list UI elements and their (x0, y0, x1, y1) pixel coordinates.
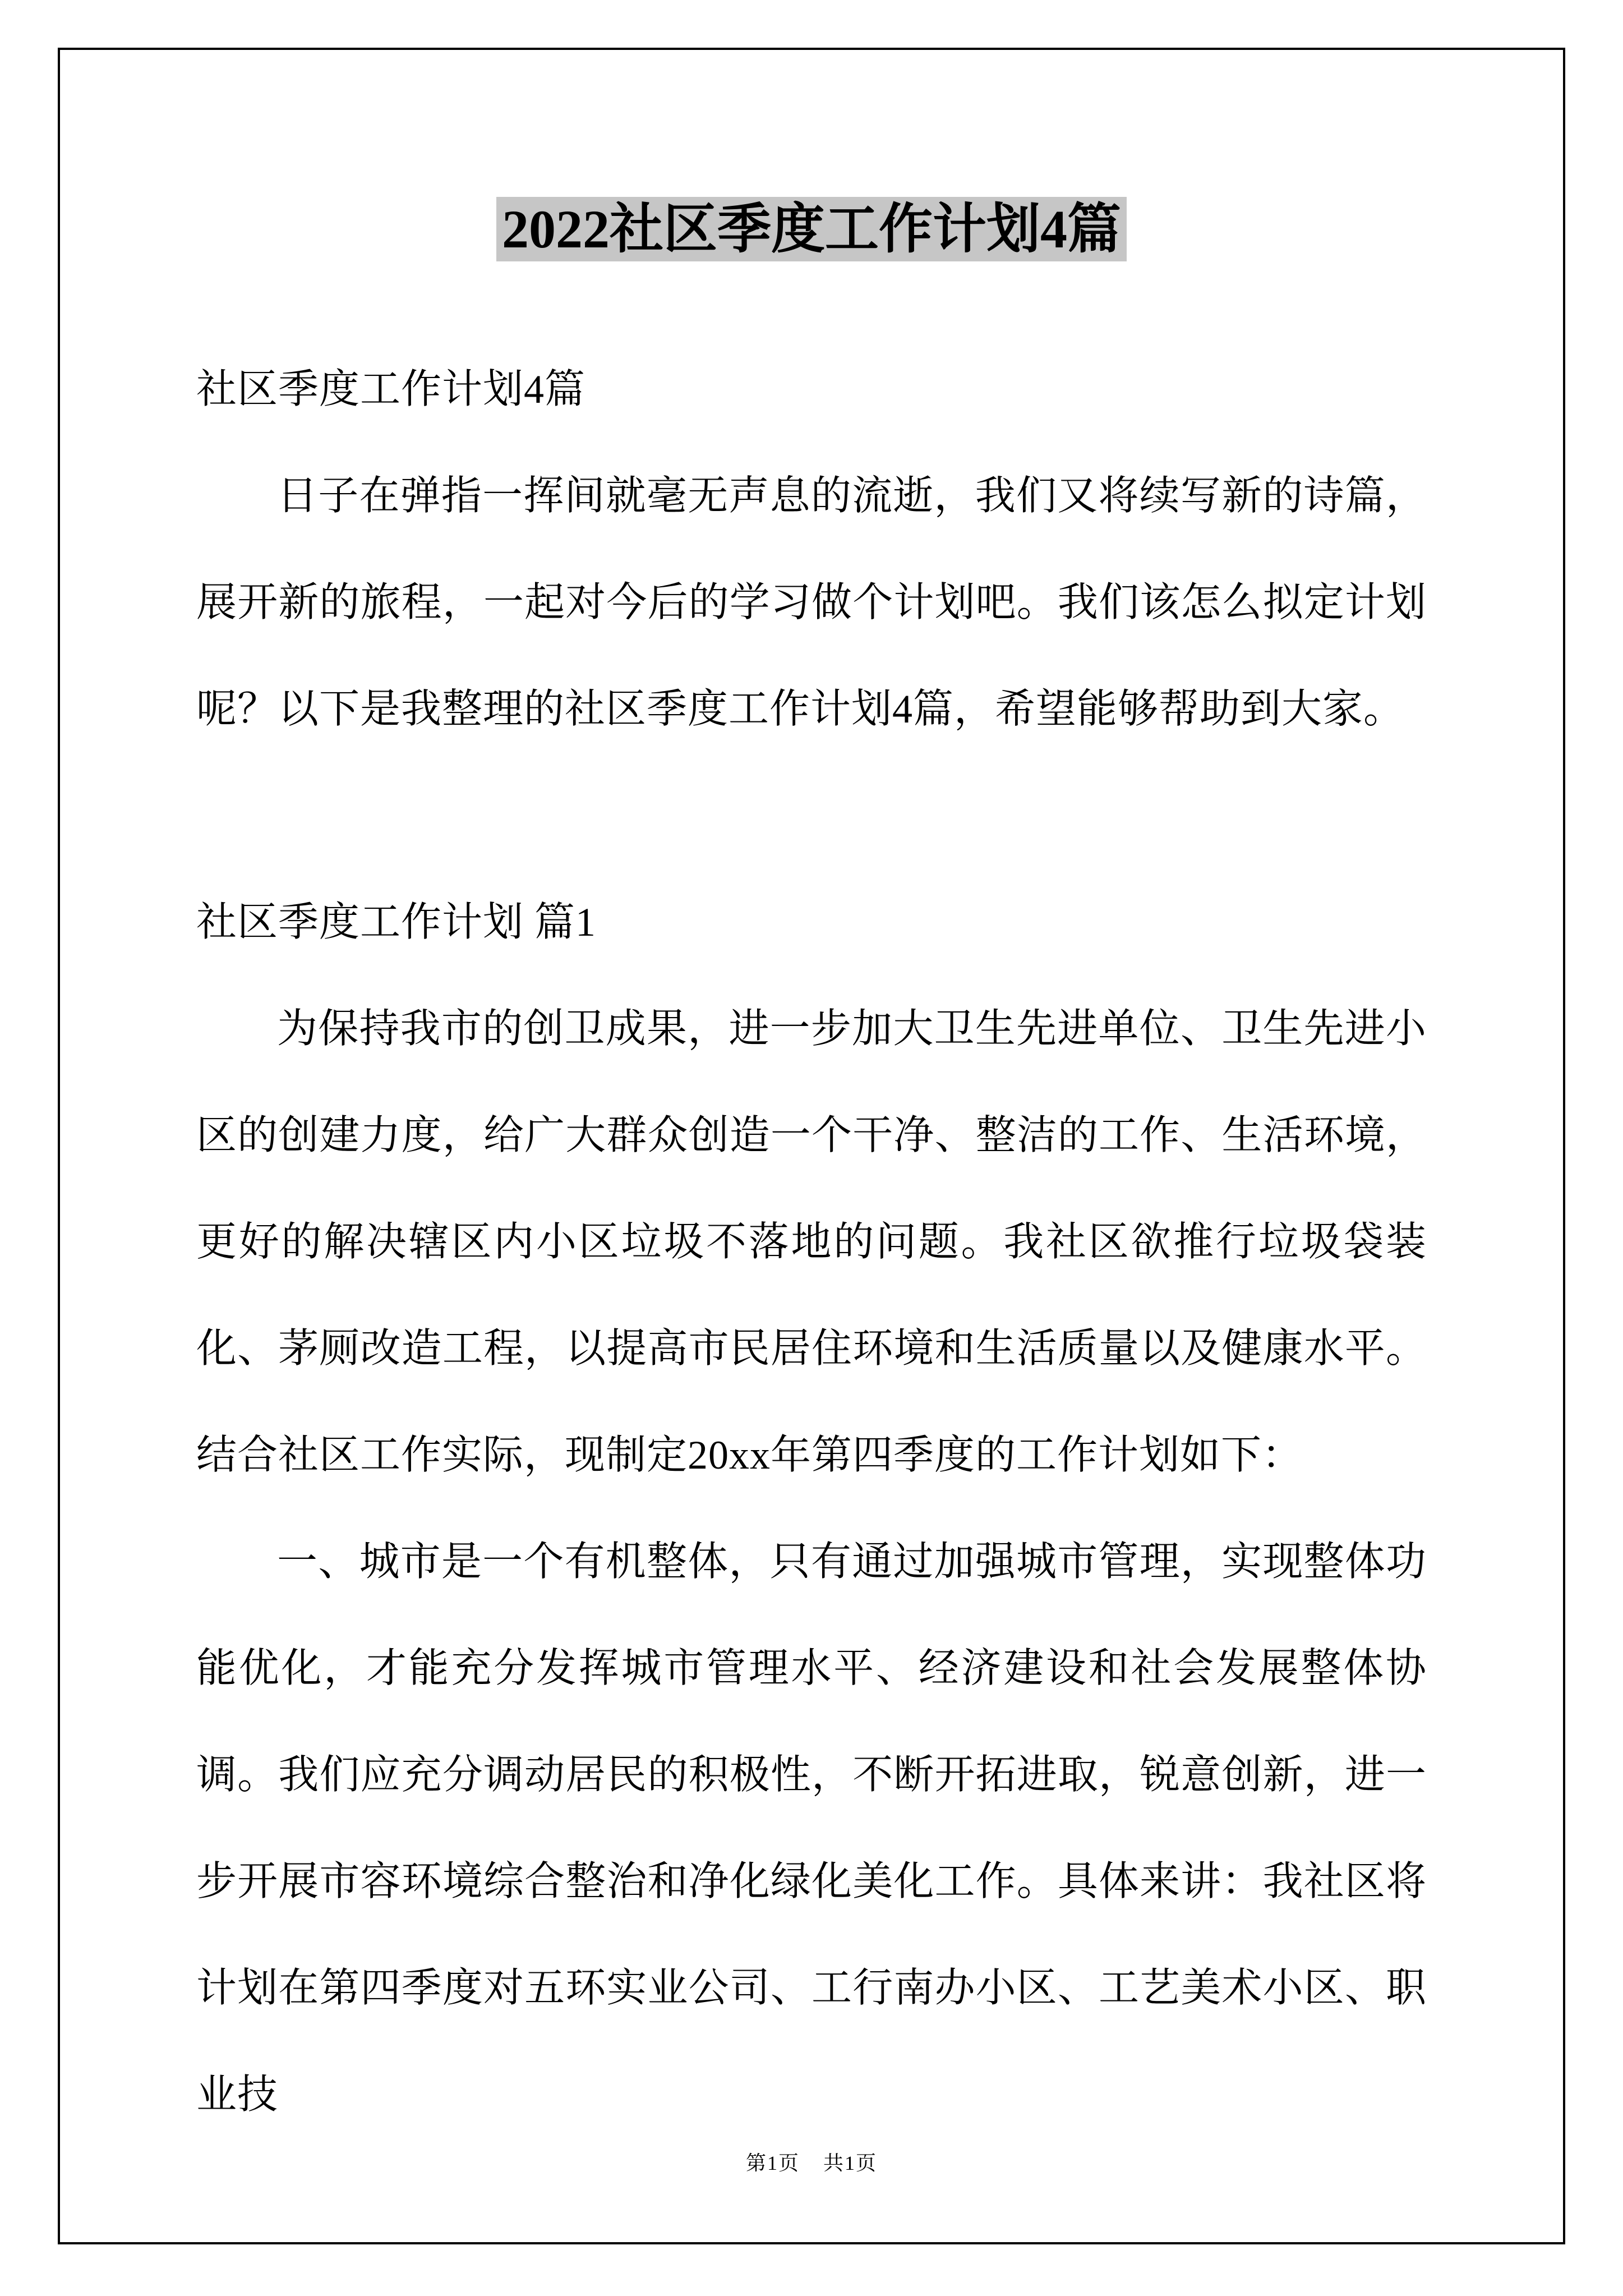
document-title (196, 193, 1427, 266)
page-border-frame (58, 48, 1565, 2244)
page-footer (60, 2147, 1563, 2176)
paragraph: 为保持我市的创卫成果，进一步加大卫生先进单位、卫生先进小区的创建力度，给广大群众创造一个干净、整洁的工作、生活环境，更好的解决辖区内小区垃圾不落地的问题。我社区欲推行垃圾袋装化、茅厕改造工程，以提高市民居住环境和生活质量以及健康水平。结合社区工作实际，现制定20xx年第四季度的工作计划如下： (196, 1006, 1427, 1478)
document-content (60, 50, 1563, 2148)
footer-page-number: 第1页 (745, 2152, 800, 2174)
paragraph: 一、城市是一个有机整体，只有通过加强城市管理，实现整体功能优化，才能充分发挥城市管理水平、经济建设和社会发展整体协调。我们应充分调动居民的积极性，不断开拓进取，锐意创新，进一步开展市容环境综合整治和净化绿化美化工作。具体来讲：我社区将计划在第四季度对五环实业公司、工行南办小区、工艺美术小区、职业技 (196, 1539, 1427, 2117)
document-title-text: 2022社区季度工作计划4篇 (496, 197, 1127, 261)
footer-total-pages: 共1页 (823, 2152, 878, 2174)
paragraph: 日子在弹指一挥间就毫无声息的流逝，我们又将续写新的诗篇，展开新的旅程，一起对今后的学习做个计划吧。我们该怎么拟定计划呢？以下是我整理的社区季度工作计划4篇，希望能够帮助到大家。 (196, 473, 1427, 731)
document-body (196, 336, 1427, 2148)
paragraph: 社区季度工作计划 篇1 (196, 899, 597, 945)
paragraph: 社区季度工作计划4篇 (196, 366, 586, 412)
paragraph (196, 762, 1427, 869)
